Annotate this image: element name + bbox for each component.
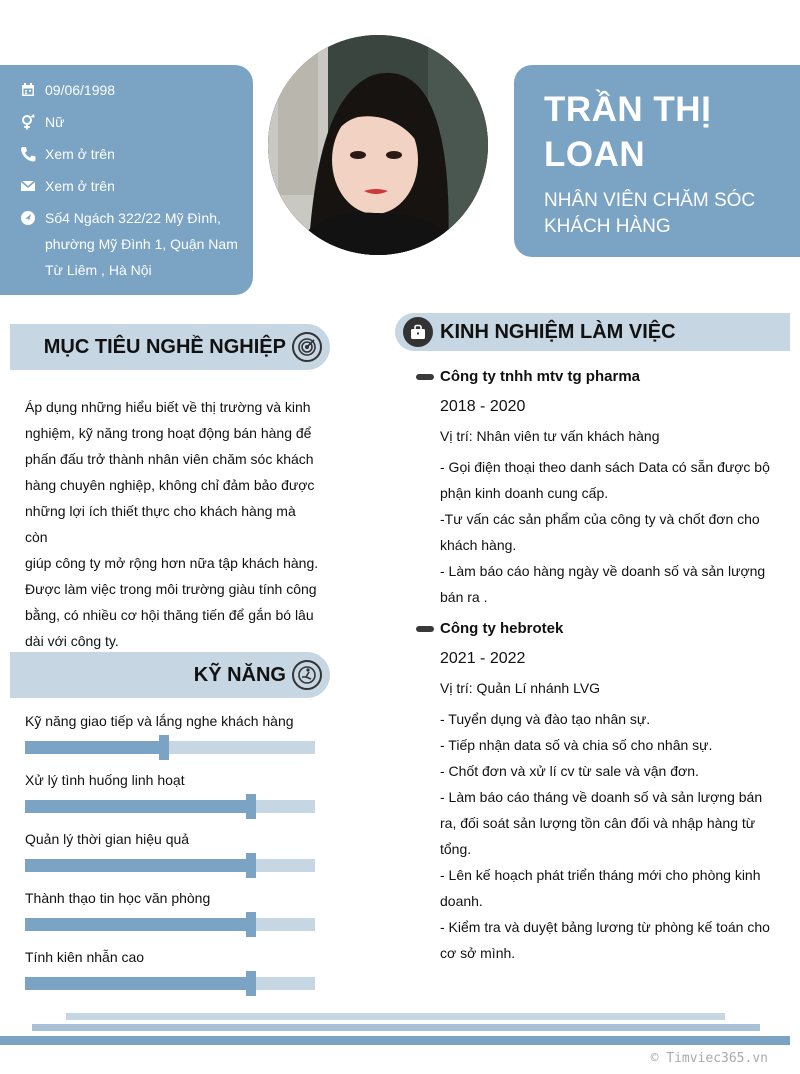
contact-address — [20, 205, 241, 283]
phone-text: Xem ở trên — [45, 146, 115, 162]
location-icon — [20, 205, 45, 231]
email-text: Xem ở trên — [45, 178, 115, 194]
skill-label: Thành thạo tin học văn phòng — [25, 890, 211, 906]
job-description — [440, 454, 770, 610]
objective-title: MỤC TIÊU NGHỀ NGHIỆP — [43, 335, 286, 358]
objective-header — [10, 324, 330, 370]
skill-label: Tính kiên nhẫn cao — [25, 949, 145, 965]
job-period: 2021 - 2022 — [440, 650, 526, 667]
company-name: Công ty hebrotek — [440, 620, 564, 637]
footer-stripe — [32, 1024, 760, 1031]
skill-item — [25, 712, 315, 754]
objective-text — [25, 394, 320, 654]
job-entry — [440, 619, 770, 966]
objective-line: nghiệm, kỹ năng trong hoạt động bán hàng để — [25, 425, 312, 441]
job-line-2: KHÁCH HÀNG — [544, 216, 671, 237]
job-line: tổng. — [440, 841, 472, 857]
job-description — [440, 706, 770, 966]
skill-bar-knob — [246, 794, 256, 819]
skill-bar-fill — [25, 741, 164, 754]
skill-bar-knob — [246, 853, 256, 878]
job-line: - Gọi điện thoại theo danh sách Data có sẵn được bộ — [440, 459, 770, 475]
contact-birthday — [20, 77, 241, 103]
full-name — [544, 87, 780, 177]
job-line: ra, đối soát sản lượng tồn cân đối và nhập hàng từ — [440, 815, 756, 831]
objective-line: Áp dụng những hiểu biết về thị trường và kinh — [25, 399, 311, 415]
name-line-2: LOAN — [544, 135, 646, 174]
copyright-text: © Timviec365.vn — [650, 1051, 768, 1066]
skill-bar — [25, 977, 315, 990]
job-position: Vị trí: Nhân viên tư vấn khách hàng — [440, 428, 660, 444]
job-line: bán ra . — [440, 589, 488, 605]
job-title — [544, 188, 780, 240]
job-period: 2018 - 2020 — [440, 398, 526, 415]
skills-header — [10, 652, 330, 698]
objective-line: hàng chuyên nghiệp, không chỉ đảm bảo được — [25, 477, 315, 493]
job-entry — [440, 367, 770, 610]
phone-icon — [20, 141, 45, 167]
target-icon — [292, 332, 322, 362]
job-line: - Tuyển dụng và đào tạo nhân sự. — [440, 711, 651, 727]
company-name: Công ty tnhh mtv tg pharma — [440, 368, 640, 385]
job-line: phận kinh doanh cung cấp. — [440, 485, 609, 501]
objective-line: dài với công ty. — [25, 633, 119, 649]
skill-bar-fill — [25, 977, 251, 990]
skill-bar-knob — [246, 971, 256, 996]
experience-title: KINH NGHIỆM LÀM VIỆC — [440, 320, 676, 343]
job-position: Vị trí: Quản Lí nhánh LVG — [440, 680, 601, 696]
skill-label: Quản lý thời gian hiệu quả — [25, 831, 190, 847]
skill-bar-fill — [25, 859, 251, 872]
briefcase-icon — [403, 317, 433, 347]
calendar-icon — [20, 77, 45, 103]
skill-item — [25, 948, 315, 990]
name-panel — [514, 65, 800, 257]
envelope-icon — [20, 173, 45, 199]
skill-bar — [25, 800, 315, 813]
skill-label: Kỹ năng giao tiếp và lắng nghe khách hàng — [25, 713, 294, 729]
job-line: - Tiếp nhận data số và chia số cho nhân sự. — [440, 737, 713, 753]
skill-bar — [25, 859, 315, 872]
job-line: cơ sở mình. — [440, 945, 516, 961]
address-line-2: phường Mỹ Đình 1, Quận Nam — [45, 236, 238, 252]
address-text — [45, 205, 241, 283]
skill-item — [25, 830, 315, 872]
avatar-photo — [268, 35, 488, 255]
objective-line: Được làm việc trong môi trường giàu tính công — [25, 581, 317, 597]
skills-icon — [292, 660, 322, 690]
contact-phone — [20, 141, 241, 167]
job-line: - Làm báo cáo hàng ngày về doanh số và sản lượng — [440, 563, 766, 579]
job-bullet — [416, 626, 434, 632]
job-line: -Tư vấn các sản phẩm của công ty và chốt đơn cho — [440, 511, 760, 527]
address-line-1: Số4 Ngách 322/22 Mỹ Đình, — [45, 210, 221, 226]
skill-bar-fill — [25, 800, 251, 813]
skills-title: KỸ NĂNG — [193, 663, 286, 686]
skill-item — [25, 889, 315, 931]
objective-line: giúp công ty mở rộng hơn nữa tập khách hàng. — [25, 555, 319, 571]
skill-bar-fill — [25, 918, 251, 931]
objective-line: bằng, có nhiều cơ hội thăng tiến để gắn bó lâu — [25, 607, 314, 623]
contact-email — [20, 173, 241, 199]
birthday-text: 09/06/1998 — [45, 82, 116, 98]
skill-bar — [25, 741, 315, 754]
job-line: - Lên kế hoạch phát triển tháng mới cho phòng kinh — [440, 867, 761, 883]
skill-bar-knob — [159, 735, 169, 760]
address-line-3: Từ Liêm , Hà Nội — [45, 262, 152, 278]
job-line: - Chốt đơn và xử lí cv từ sale và vận đơn. — [440, 763, 699, 779]
gender-icon — [20, 109, 45, 135]
job-bullet — [416, 374, 434, 380]
job-line: khách hàng. — [440, 537, 517, 553]
skill-label: Xử lý tình huống linh hoạt — [25, 772, 185, 788]
name-line-1: TRẦN THỊ — [544, 90, 712, 129]
footer-stripe — [0, 1036, 790, 1045]
skill-bar-knob — [246, 912, 256, 937]
experience-header — [395, 313, 790, 351]
job-line: - Làm báo cáo tháng về doanh số và sản lượng bán — [440, 789, 763, 805]
contact-gender — [20, 109, 241, 135]
contact-panel — [0, 65, 253, 295]
objective-line: những lợi ích thiết thực cho khách hàng mà còn — [25, 503, 296, 545]
job-line-1: NHÂN VIÊN CHĂM SÓC — [544, 190, 756, 211]
skill-bar — [25, 918, 315, 931]
gender-text: Nữ — [45, 114, 65, 130]
skill-item — [25, 771, 315, 813]
job-line: - Kiểm tra và duyệt bảng lương từ phòng kế toán cho — [440, 919, 770, 935]
objective-line: phấn đấu trở thành nhân viên chăm sóc khách — [25, 451, 314, 467]
job-line: doanh. — [440, 893, 483, 909]
footer-stripe — [66, 1013, 725, 1020]
